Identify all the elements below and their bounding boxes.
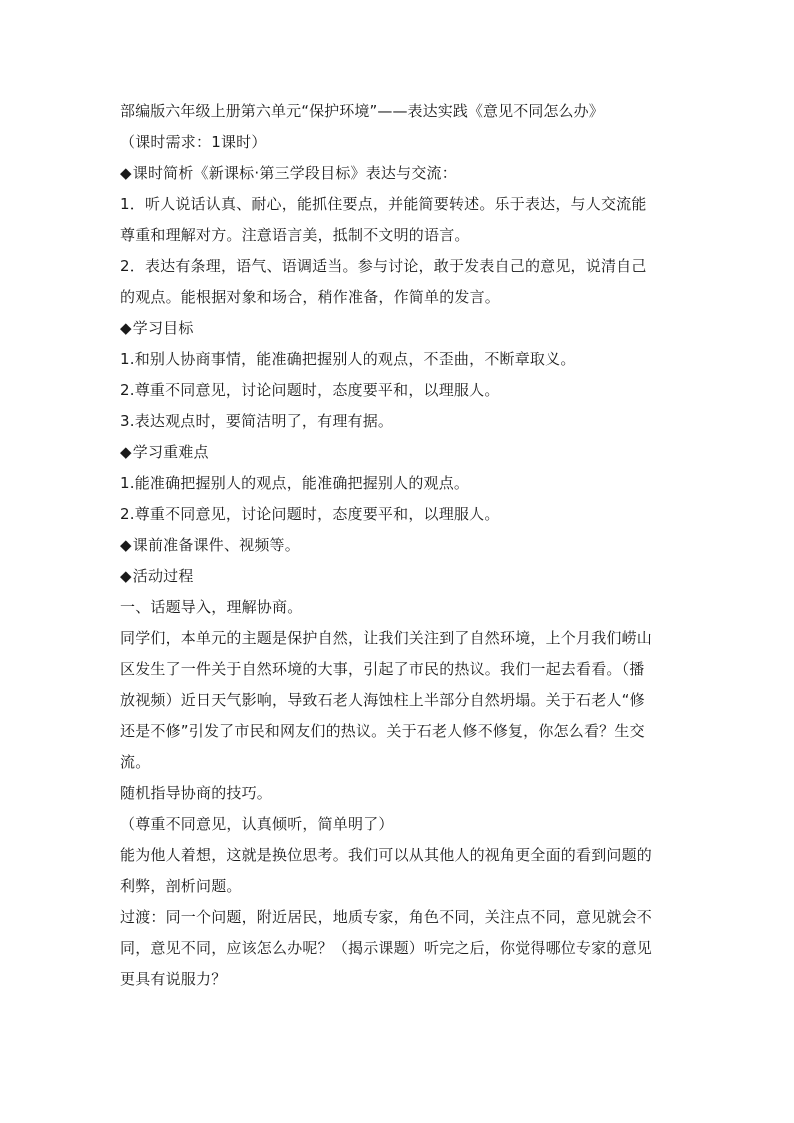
paragraph-line: 还是不修”引发了市民和网友们的热议。关于石老人修不修复，你怎么看？生交 [120,722,645,740]
paragraph-line: 更具有说服力？ [120,970,227,988]
paragraph-line: （尊重不同意见，认真倾听，简单明了） [120,815,394,833]
list-item: 3.表达观点时，要简洁明了，有理有据。 [120,412,394,430]
section-heading-course-analysis: ◆ 课时简析《新课标·第三学段目标》表达与交流： [120,158,680,189]
list-item: 1.能准确把握别人的观点，能准确把握别人的观点。 [120,474,470,492]
paragraph-line: 放视频）近日天气影响，导致石老人海蚀柱上半部分自然坍塌。关于石老人“修 [120,691,645,709]
section-heading-learning-goals: ◆ 学习目标 [120,313,680,344]
section-heading-preparation: ◆ 课前准备课件、视频等。 [120,530,680,561]
paragraph-line: 1．听人说话认真、耐心，能抓住要点，并能简要转述。乐于表达，与人交流能 [120,195,647,213]
paragraph-line: 尊重和理解对方。注意语言美，抵制不文明的语言。 [120,226,470,244]
paragraph-line: 2．表达有条理，语气、语调适当。参与讨论，敢于发表自己的意见，说清自己 [120,257,647,275]
paragraph-line: 区发生了一件关于自然环境的大事，引起了市民的热议。我们一起去看看。（播 [120,660,645,678]
section-heading-key-points: ◆ 学习重难点 [120,437,680,468]
list-item: 1.和别人协商事情，能准确把握别人的观点，不歪曲，不断章取义。 [120,350,576,368]
paragraph-line: 的观点。能根据对象和场合，稍作准备，作简单的发言。 [120,288,501,306]
list-item: 2.尊重不同意见，讨论问题时，态度要平和，以理服人。 [120,381,500,399]
paragraph-line: 随机指导协商的技巧。 [120,784,273,802]
paragraph-line: 同，意见不同，应该怎么办呢？（揭示课题）听完之后，你觉得哪位专家的意见 [120,939,653,957]
section-heading-activity-process: ◆ 活动过程 [120,561,680,592]
paragraph-line: 过渡：同一个问题，附近居民，地质专家，角色不同，关注点不同，意见就会不 [120,908,653,926]
subheading: 一、话题导入，理解协商。 [120,598,303,616]
paragraph-line: 利弊，剖析问题。 [120,877,242,895]
class-hours-note: （课时需求：1课时） [120,133,267,151]
document-page [120,96,680,995]
document-title: 部编版六年级上册第六单元“保护环境”——表达实践《意见不同怎么办》 [120,102,604,120]
list-item: 2.尊重不同意见，讨论问题时，态度要平和，以理服人。 [120,505,500,523]
paragraph-line: 流。 [120,753,151,771]
paragraph-line: 能为他人着想，这就是换位思考。我们可以从其他人的视角更全面的看到问题的 [120,846,653,864]
paragraph-line: 同学们，本单元的主题是保护自然，让我们关注到了自然环境，上个月我们崂山 [120,629,653,647]
